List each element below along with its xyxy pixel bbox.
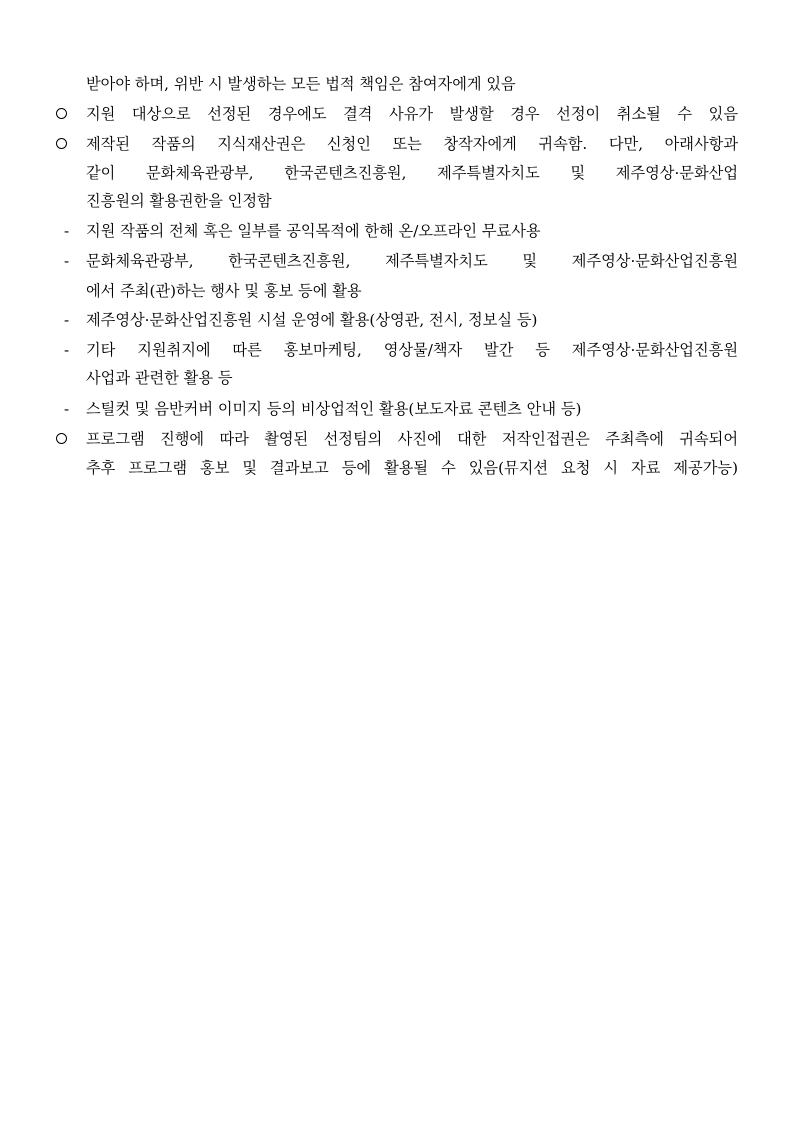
sub-item-text: 지원 작품의 전체 혹은 일부를 공익목적에 한해 온/오프라인 무료사용	[86, 222, 541, 240]
dash-marker: -	[64, 341, 70, 359]
continuation-text: 추후 프로그램 홍보 및 결과보고 등에 활용될 수 있음(뮤지션 요청 시 자료 제공가능)	[86, 459, 738, 477]
circle-bullet-icon	[56, 433, 67, 444]
sub-item-text: 문화체육관광부, 한국콘텐츠진흥원, 제주특별자치도 및 제주영상·문화산업진흥원	[86, 252, 738, 270]
bullet-text: 지원 대상으로 선정된 경우에도 결격 사유가 발생할 경우 선정이 취소될 수 있음	[86, 105, 738, 123]
continuation-text: 진흥원의 활용권한을 인정함	[86, 192, 272, 210]
continuation-text: 같이 문화체육관광부, 한국콘텐츠진흥원, 제주특별자치도 및 제주영상·문화산업	[86, 164, 738, 182]
dash-marker: -	[64, 222, 70, 240]
dash-marker: -	[64, 400, 70, 418]
bullet-text: 프로그램 진행에 따라 촬영된 선정팀의 사진에 대한 저작인접권은 주최측에 귀속되어	[86, 430, 738, 448]
continuation-text: 받아야 하며, 위반 시 발생하는 모든 법적 책임은 참여자에게 있음	[86, 75, 516, 93]
sub-item-text: 제주영상·문화산업진흥원 시설 운영에 활용(상영관, 전시, 정보실 등)	[86, 311, 538, 329]
sub-item-text: 기타 지원취지에 따른 홍보마케팅, 영상물/책자 발간 등 제주영상·문화산업진흥원	[86, 341, 738, 359]
circle-bullet-icon	[56, 108, 67, 119]
sub-item-text: 스틸컷 및 음반커버 이미지 등의 비상업적인 활용(보도자료 콘텐츠 안내 등)	[86, 400, 582, 418]
bullet-text: 제작된 작품의 지식재산권은 신청인 또는 창작자에게 귀속함. 다만, 아래사항과	[86, 135, 738, 153]
continuation-text: 사업과 관련한 활용 등	[86, 369, 233, 387]
circle-bullet-icon	[56, 138, 67, 149]
continuation-text: 에서 주최(관)하는 행사 및 홍보 등에 활용	[86, 282, 362, 300]
dash-marker: -	[64, 311, 70, 329]
dash-marker: -	[64, 252, 70, 270]
